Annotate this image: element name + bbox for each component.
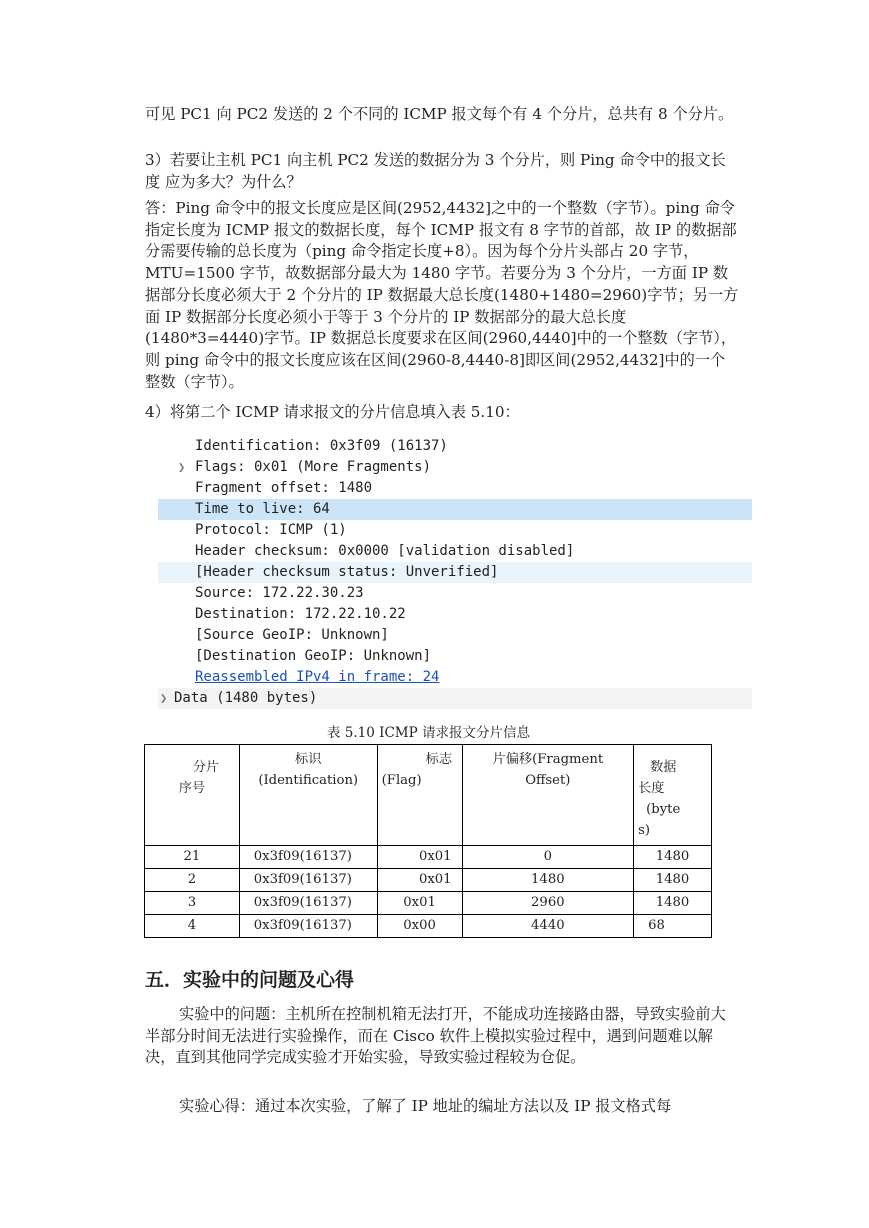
paragraph-problems: 实验中的问题：主机所在控制机箱无法打开，不能成功连接路由器，导致实验前大半部分时间无法进行实验操作，而在 Cisco 软件上模拟实验过程中，遇到问题难以解决，直到其他同学完成实验才开始实验，导致实验过程较为仓促。 xyxy=(145,1005,726,1067)
header-identification: 标识 (Identification) xyxy=(239,745,377,846)
packet-detail-screenshot xyxy=(158,434,752,710)
packet-field-destination: Destination: 172.22.10.22 xyxy=(195,606,406,622)
table-row: 3 0x3f09(16137) 0x01 2960 1480 xyxy=(145,892,712,915)
packet-field-fragment-offset: Fragment offset: 1480 xyxy=(195,480,373,496)
header-flag: 标志 (Flag) xyxy=(377,745,462,846)
table-caption: 表 5.10 ICMP 请求报文分片信息 xyxy=(326,725,530,741)
packet-field-flags: ❯ Flags: 0x01 (More Fragments) xyxy=(158,457,752,478)
section-heading: 五．实验中的问题及心得 xyxy=(145,969,355,991)
packet-field-protocol: Protocol: ICMP (1) xyxy=(195,522,347,538)
table-row: 4 0x3f09(16137) 0x00 4440 68 xyxy=(145,915,712,938)
expand-arrow-icon: ❯ xyxy=(178,460,186,474)
packet-field-dest-geoip: [Destination GeoIP: Unknown] xyxy=(195,648,432,664)
packet-field-reassembled xyxy=(158,667,752,688)
table-header-row xyxy=(145,745,712,846)
packet-field-checksum-status: [Header checksum status: Unverified] xyxy=(158,562,752,583)
paragraph-question-3: 3）若要让主机 PC1 向主机 PC2 发送的数据分为 3 个分片，则 Ping 命令中的报文长度 应为多大？为什么？ xyxy=(145,151,726,191)
packet-field-source-geoip: [Source GeoIP: Unknown] xyxy=(195,627,389,643)
header-offset: 片偏移(Fragment Offset) xyxy=(462,745,634,846)
fragment-table xyxy=(144,744,712,938)
paragraph-insights: 实验心得：通过本次实验，了解了 IP 地址的编址方法以及 IP 报文格式每 xyxy=(179,1097,672,1115)
reassembled-frame-link[interactable]: Reassembled IPv4 in frame: 24 xyxy=(195,669,440,685)
header-length: 数据 长度 (byte s) xyxy=(634,745,712,846)
table-row: 21 0x3f09(16137) 0x01 0 1480 xyxy=(145,846,712,869)
table-row: 2 0x3f09(16137) 0x01 1480 1480 xyxy=(145,869,712,892)
packet-field-data: ❯ Data (1480 bytes) xyxy=(158,688,752,709)
packet-field-source: Source: 172.22.30.23 xyxy=(195,585,364,601)
header-seq: 分片 序号 xyxy=(145,745,240,846)
packet-field-ttl: Time to live: 64 xyxy=(158,499,752,520)
paragraph-fragment-count: 可见 PC1 向 PC2 发送的 2 个不同的 ICMP 报文每个有 4 个分片，总共有 8 个分片。 xyxy=(145,105,734,123)
paragraph-answer-3: 答：Ping 命令中的报文长度应是区间(2952,4432]之中的一个整数（字节）。ping 命令指定长度为 ICMP 报文的数据长度，每个 ICMP 报文有 8 字节的首部，故 IP 的数据部分需要传输的总长度为（ping 命令指定长度+8）。因为每个分片头部占 20 字节，MTU=1500 字节，故数据部分最大为 1480 字节。若要分为 3 个分片，一方面 IP 数据部分长度必须大于 2 个分片的 IP 数据最大总长度(1480+1480=2960)字节；另一方面 IP 数据部分长度必须小于等于 3 个分片的 IP 数据部分的最大总长度(1480*3=4440)字节。IP 数据总长度要求在区间(2960,4440]中的一个整数（字节），则 ping 命令中的报文长度应该在区间(2960-8,4440-8]即区间(2952,4432]中的一个整数（字节）。 xyxy=(145,199,739,391)
paragraph-question-4: 4）将第二个 ICMP 请求报文的分片信息填入表 5.10： xyxy=(145,403,520,421)
expand-arrow-icon: ❯ xyxy=(160,691,168,705)
packet-field-checksum: Header checksum: 0x0000 [validation disabled] xyxy=(195,543,575,559)
packet-field-identification: Identification: 0x3f09 (16137) xyxy=(195,438,448,454)
